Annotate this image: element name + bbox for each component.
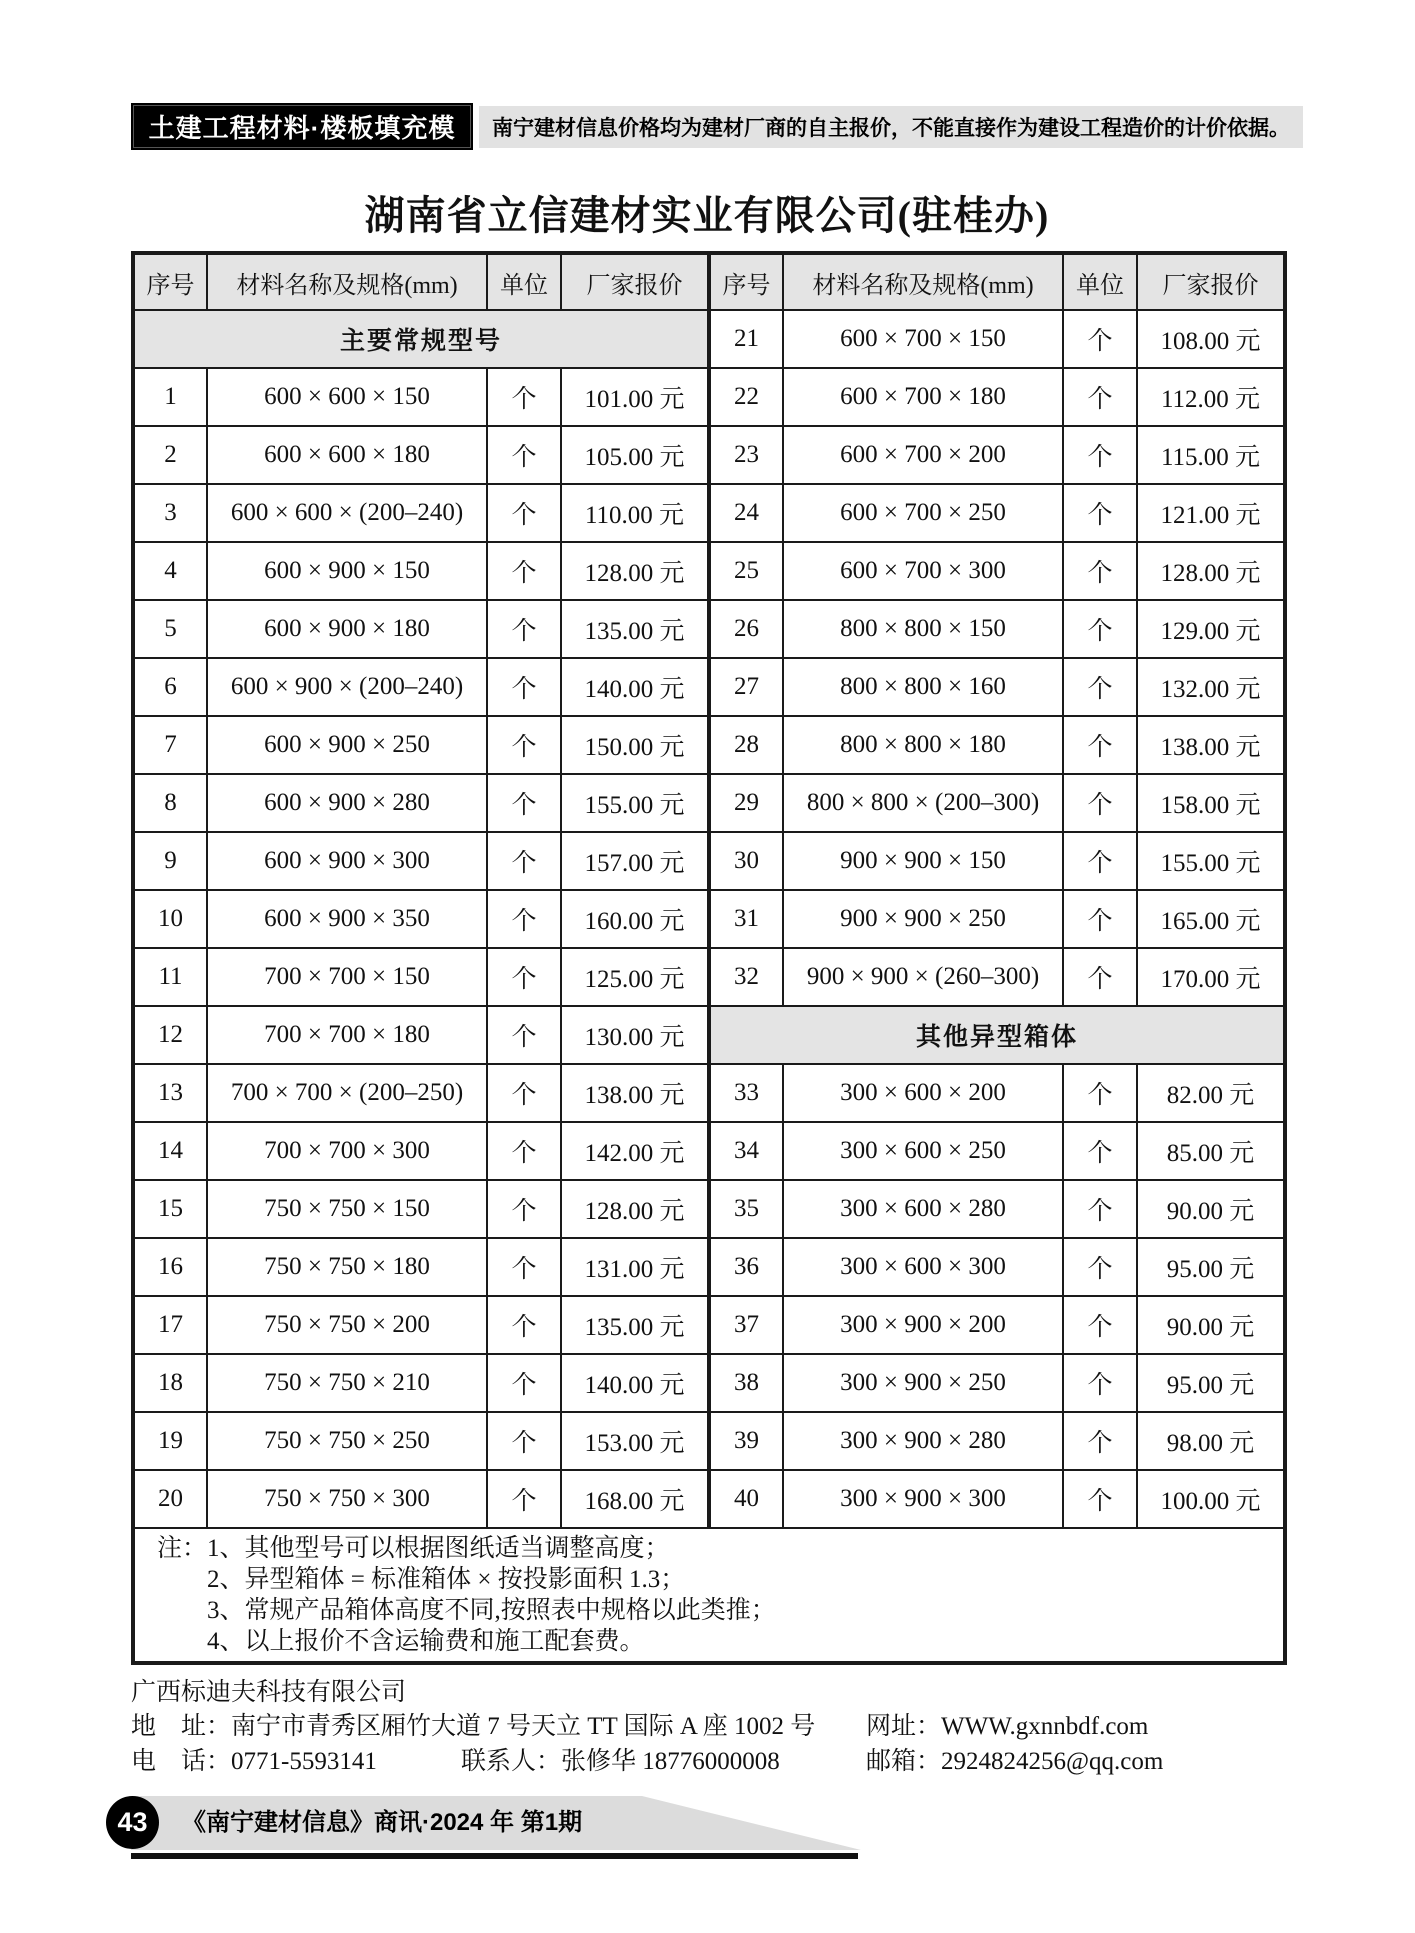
cell-unit: 个 — [1063, 426, 1137, 484]
cell-price: 150.00 元 — [561, 716, 709, 774]
cell-price: 158.00 元 — [1137, 774, 1285, 832]
table-row — [133, 1064, 1285, 1122]
cell-spec: 600 × 900 × 280 — [207, 774, 487, 832]
cell-unit: 个 — [487, 1238, 561, 1296]
cell-unit: 个 — [487, 716, 561, 774]
cell-no: 36 — [709, 1238, 783, 1296]
cell-price: 108.00 元 — [1137, 310, 1285, 368]
cell-unit: 个 — [1063, 1122, 1137, 1180]
cell-no: 29 — [709, 774, 783, 832]
page-number-badge — [106, 1796, 159, 1849]
cell-unit: 个 — [1063, 774, 1137, 832]
cell-unit: 个 — [487, 368, 561, 426]
cell-spec: 800 × 800 × 180 — [783, 716, 1063, 774]
company-phone: 电 话：0771-5593141 — [131, 1748, 377, 1775]
cell-price: 155.00 元 — [1137, 832, 1285, 890]
cell-unit: 个 — [1063, 1354, 1137, 1412]
company-website: 网址：WWW.gxnnbdf.com — [866, 1713, 1149, 1740]
cell-unit: 个 — [487, 1296, 561, 1354]
cell-spec: 900 × 900 × 150 — [783, 832, 1063, 890]
cell-no: 5 — [133, 600, 207, 658]
cell-unit: 个 — [1063, 600, 1137, 658]
cell-spec: 600 × 900 × 150 — [207, 542, 487, 600]
page-number: 43 — [117, 1807, 148, 1837]
cell-unit: 个 — [487, 484, 561, 542]
cell-unit: 个 — [1063, 1180, 1137, 1238]
table-row — [133, 600, 1285, 658]
cell-spec: 300 × 600 × 280 — [783, 1180, 1063, 1238]
cell-price: 165.00 元 — [1137, 890, 1285, 948]
company-address: 地 址：南宁市青秀区厢竹大道 7 号天立 TT 国际 A 座 1002 号 — [131, 1713, 816, 1740]
cell-no: 38 — [709, 1354, 783, 1412]
cell-price: 110.00 元 — [561, 484, 709, 542]
cell-no: 27 — [709, 658, 783, 716]
cell-no: 19 — [133, 1412, 207, 1470]
cell-no: 15 — [133, 1180, 207, 1238]
cell-no: 16 — [133, 1238, 207, 1296]
cell-spec: 700 × 700 × 150 — [207, 948, 487, 1006]
disclaimer-bar — [479, 106, 1303, 148]
cell-price: 138.00 元 — [1137, 716, 1285, 774]
table-row — [133, 1354, 1285, 1412]
cell-no: 3 — [133, 484, 207, 542]
cell-spec: 750 × 750 × 210 — [207, 1354, 487, 1412]
cell-price: 153.00 元 — [561, 1412, 709, 1470]
table-row — [133, 716, 1285, 774]
company-name: 广西标迪夫科技有限公司 — [131, 1679, 407, 1706]
cell-price: 128.00 元 — [561, 1180, 709, 1238]
col-header-price: 厂家报价 — [1137, 253, 1285, 310]
cell-spec: 300 × 600 × 300 — [783, 1238, 1063, 1296]
cell-no: 17 — [133, 1296, 207, 1354]
cell-spec: 600 × 700 × 250 — [783, 484, 1063, 542]
cell-no: 40 — [709, 1470, 783, 1528]
cell-spec: 600 × 600 × 150 — [207, 368, 487, 426]
cell-no: 34 — [709, 1122, 783, 1180]
cell-price: 140.00 元 — [561, 658, 709, 716]
cell-spec: 300 × 900 × 250 — [783, 1354, 1063, 1412]
cell-spec: 900 × 900 × (260–300) — [783, 948, 1063, 1006]
cell-price: 90.00 元 — [1137, 1180, 1285, 1238]
cell-no: 39 — [709, 1412, 783, 1470]
cell-spec: 800 × 800 × 160 — [783, 658, 1063, 716]
cell-unit: 个 — [1063, 890, 1137, 948]
table-row — [133, 542, 1285, 600]
cell-price: 135.00 元 — [561, 1296, 709, 1354]
cell-no: 28 — [709, 716, 783, 774]
cell-no: 23 — [709, 426, 783, 484]
cell-no: 2 — [133, 426, 207, 484]
disclaimer-text: 南宁建材信息价格均为建材厂商的自主报价，不能直接作为建设工程造价的计价依据。 — [492, 117, 1290, 140]
cell-unit: 个 — [1063, 1470, 1137, 1528]
table-header-row — [133, 253, 1285, 310]
cell-price: 142.00 元 — [561, 1122, 709, 1180]
cell-spec: 750 × 750 × 200 — [207, 1296, 487, 1354]
cell-no: 14 — [133, 1122, 207, 1180]
cell-price: 135.00 元 — [561, 600, 709, 658]
cell-unit: 个 — [1063, 1296, 1137, 1354]
cell-unit: 个 — [1063, 948, 1137, 1006]
cell-spec: 600 × 700 × 150 — [783, 310, 1063, 368]
cell-price: 105.00 元 — [561, 426, 709, 484]
cell-spec: 600 × 900 × 350 — [207, 890, 487, 948]
company-info — [131, 1672, 1291, 1776]
cell-price: 129.00 元 — [1137, 600, 1285, 658]
cell-price: 130.00 元 — [561, 1006, 709, 1064]
cell-unit: 个 — [487, 1064, 561, 1122]
cell-no: 25 — [709, 542, 783, 600]
cell-no: 8 — [133, 774, 207, 832]
cell-price: 160.00 元 — [561, 890, 709, 948]
cell-spec: 750 × 750 × 150 — [207, 1180, 487, 1238]
cell-spec: 600 × 600 × 180 — [207, 426, 487, 484]
cell-no: 20 — [133, 1470, 207, 1528]
section-header-right: 其他异型箱体 — [709, 1006, 1285, 1064]
note-line-4: 4、以上报价不含运输费和施工配套费。 — [207, 1628, 645, 1655]
cell-unit: 个 — [1063, 310, 1137, 368]
cell-no: 13 — [133, 1064, 207, 1122]
cell-unit: 个 — [487, 832, 561, 890]
cell-unit: 个 — [487, 1006, 561, 1064]
cell-unit: 个 — [1063, 368, 1137, 426]
table-row — [133, 890, 1285, 948]
cell-no: 33 — [709, 1064, 783, 1122]
col-header-no: 序号 — [133, 253, 207, 310]
cell-no: 1 — [133, 368, 207, 426]
col-header-no: 序号 — [709, 253, 783, 310]
category-tag-label: 土建工程材料·楼板填充模 — [148, 113, 456, 143]
company-line-address — [131, 1706, 1291, 1741]
cell-unit: 个 — [1063, 1412, 1137, 1470]
col-header-spec: 材料名称及规格(mm) — [783, 253, 1063, 310]
cell-spec: 750 × 750 × 250 — [207, 1412, 487, 1470]
cell-spec: 600 × 900 × (200–240) — [207, 658, 487, 716]
cell-price: 82.00 元 — [1137, 1064, 1285, 1122]
cell-unit: 个 — [487, 1122, 561, 1180]
cell-unit: 个 — [487, 426, 561, 484]
cell-price: 95.00 元 — [1137, 1354, 1285, 1412]
category-tag — [131, 103, 473, 150]
cell-no: 24 — [709, 484, 783, 542]
cell-price: 112.00 元 — [1137, 368, 1285, 426]
footer-rule — [131, 1853, 858, 1859]
cell-no: 7 — [133, 716, 207, 774]
cell-unit: 个 — [487, 542, 561, 600]
cell-unit: 个 — [487, 1180, 561, 1238]
cell-no: 12 — [133, 1006, 207, 1064]
cell-spec: 300 × 900 × 200 — [783, 1296, 1063, 1354]
table-row — [133, 1412, 1285, 1470]
cell-spec: 600 × 700 × 180 — [783, 368, 1063, 426]
table-row — [133, 1296, 1285, 1354]
cell-price: 121.00 元 — [1137, 484, 1285, 542]
table-row — [133, 1470, 1285, 1528]
cell-no: 26 — [709, 600, 783, 658]
cell-unit: 个 — [487, 1470, 561, 1528]
price-table — [131, 251, 1287, 1665]
col-header-price: 厂家报价 — [561, 253, 709, 310]
cell-no: 37 — [709, 1296, 783, 1354]
cell-unit: 个 — [487, 600, 561, 658]
cell-spec: 800 × 800 × (200–300) — [783, 774, 1063, 832]
cell-price: 155.00 元 — [561, 774, 709, 832]
col-header-unit: 单位 — [487, 253, 561, 310]
company-contact: 联系人：张修华 18776000008 — [461, 1748, 780, 1775]
cell-price: 125.00 元 — [561, 948, 709, 1006]
cell-price: 98.00 元 — [1137, 1412, 1285, 1470]
cell-price: 115.00 元 — [1137, 426, 1285, 484]
cell-no: 6 — [133, 658, 207, 716]
col-header-unit: 单位 — [1063, 253, 1137, 310]
cell-spec: 700 × 700 × 300 — [207, 1122, 487, 1180]
cell-no: 31 — [709, 890, 783, 948]
cell-unit: 个 — [487, 948, 561, 1006]
cell-price: 157.00 元 — [561, 832, 709, 890]
cell-spec: 600 × 600 × (200–240) — [207, 484, 487, 542]
cell-no: 22 — [709, 368, 783, 426]
table-row — [133, 948, 1285, 1006]
table-row — [133, 368, 1285, 426]
cell-unit: 个 — [487, 1354, 561, 1412]
cell-no: 35 — [709, 1180, 783, 1238]
section-header-left: 主要常规型号 — [133, 310, 709, 368]
cell-price: 90.00 元 — [1137, 1296, 1285, 1354]
cell-price: 128.00 元 — [561, 542, 709, 600]
cell-spec: 300 × 900 × 300 — [783, 1470, 1063, 1528]
cell-spec: 600 × 700 × 200 — [783, 426, 1063, 484]
cell-price: 131.00 元 — [561, 1238, 709, 1296]
cell-spec: 750 × 750 × 180 — [207, 1238, 487, 1296]
table-row — [133, 658, 1285, 716]
cell-no: 18 — [133, 1354, 207, 1412]
cell-spec: 600 × 700 × 300 — [783, 542, 1063, 600]
table-row — [133, 310, 1285, 368]
cell-unit: 个 — [487, 890, 561, 948]
table-row — [133, 774, 1285, 832]
notes-cell — [133, 1528, 1285, 1663]
cell-unit: 个 — [1063, 484, 1137, 542]
cell-no: 11 — [133, 948, 207, 1006]
page-title: 湖南省立信建材实业有限公司(驻桂办) — [364, 193, 1050, 238]
col-header-spec: 材料名称及规格(mm) — [207, 253, 487, 310]
cell-price: 170.00 元 — [1137, 948, 1285, 1006]
table-row — [133, 426, 1285, 484]
cell-unit: 个 — [1063, 1238, 1137, 1296]
cell-no: 9 — [133, 832, 207, 890]
cell-spec: 600 × 900 × 300 — [207, 832, 487, 890]
cell-price: 100.00 元 — [1137, 1470, 1285, 1528]
cell-spec: 700 × 700 × (200–250) — [207, 1064, 487, 1122]
note-line-3: 3、常规产品箱体高度不同,按照表中规格以此类推； — [207, 1597, 776, 1624]
company-email: 邮箱：2924824256@qq.com — [866, 1748, 1164, 1775]
cell-spec: 700 × 700 × 180 — [207, 1006, 487, 1064]
cell-price: 95.00 元 — [1137, 1238, 1285, 1296]
publication-title: 《南宁建材信息》商讯·2024 年 第1期 — [182, 1809, 583, 1836]
cell-unit: 个 — [487, 658, 561, 716]
cell-price: 85.00 元 — [1137, 1122, 1285, 1180]
company-line-phone — [131, 1741, 1291, 1776]
table-row — [133, 832, 1285, 890]
cell-price: 132.00 元 — [1137, 658, 1285, 716]
cell-unit: 个 — [1063, 832, 1137, 890]
table-row — [133, 1122, 1285, 1180]
cell-spec: 300 × 600 × 250 — [783, 1122, 1063, 1180]
cell-unit: 个 — [487, 774, 561, 832]
cell-no: 32 — [709, 948, 783, 1006]
cell-unit: 个 — [1063, 542, 1137, 600]
note-line-2: 2、异型箱体 = 标准箱体 × 按投影面积 1.3； — [207, 1566, 686, 1593]
cell-price: 168.00 元 — [561, 1470, 709, 1528]
cell-no: 4 — [133, 542, 207, 600]
cell-spec: 800 × 800 × 150 — [783, 600, 1063, 658]
notes-row — [133, 1528, 1285, 1663]
cell-spec: 900 × 900 × 250 — [783, 890, 1063, 948]
cell-price: 138.00 元 — [561, 1064, 709, 1122]
cell-unit: 个 — [1063, 716, 1137, 774]
cell-spec: 300 × 600 × 200 — [783, 1064, 1063, 1122]
table-row — [133, 1006, 1285, 1064]
cell-unit: 个 — [487, 1412, 561, 1470]
table-row — [133, 1180, 1285, 1238]
table-row — [133, 484, 1285, 542]
cell-price: 128.00 元 — [1137, 542, 1285, 600]
cell-price: 101.00 元 — [561, 368, 709, 426]
cell-unit: 个 — [1063, 1064, 1137, 1122]
cell-no: 30 — [709, 832, 783, 890]
cell-spec: 600 × 900 × 180 — [207, 600, 487, 658]
note-line-1: 注：1、其他型号可以根据图纸适当调整高度； — [157, 1535, 670, 1562]
cell-no: 21 — [709, 310, 783, 368]
cell-unit: 个 — [1063, 658, 1137, 716]
table-row — [133, 1238, 1285, 1296]
cell-spec: 750 × 750 × 300 — [207, 1470, 487, 1528]
cell-spec: 300 × 900 × 280 — [783, 1412, 1063, 1470]
cell-price: 140.00 元 — [561, 1354, 709, 1412]
cell-no: 10 — [133, 890, 207, 948]
cell-spec: 600 × 900 × 250 — [207, 716, 487, 774]
